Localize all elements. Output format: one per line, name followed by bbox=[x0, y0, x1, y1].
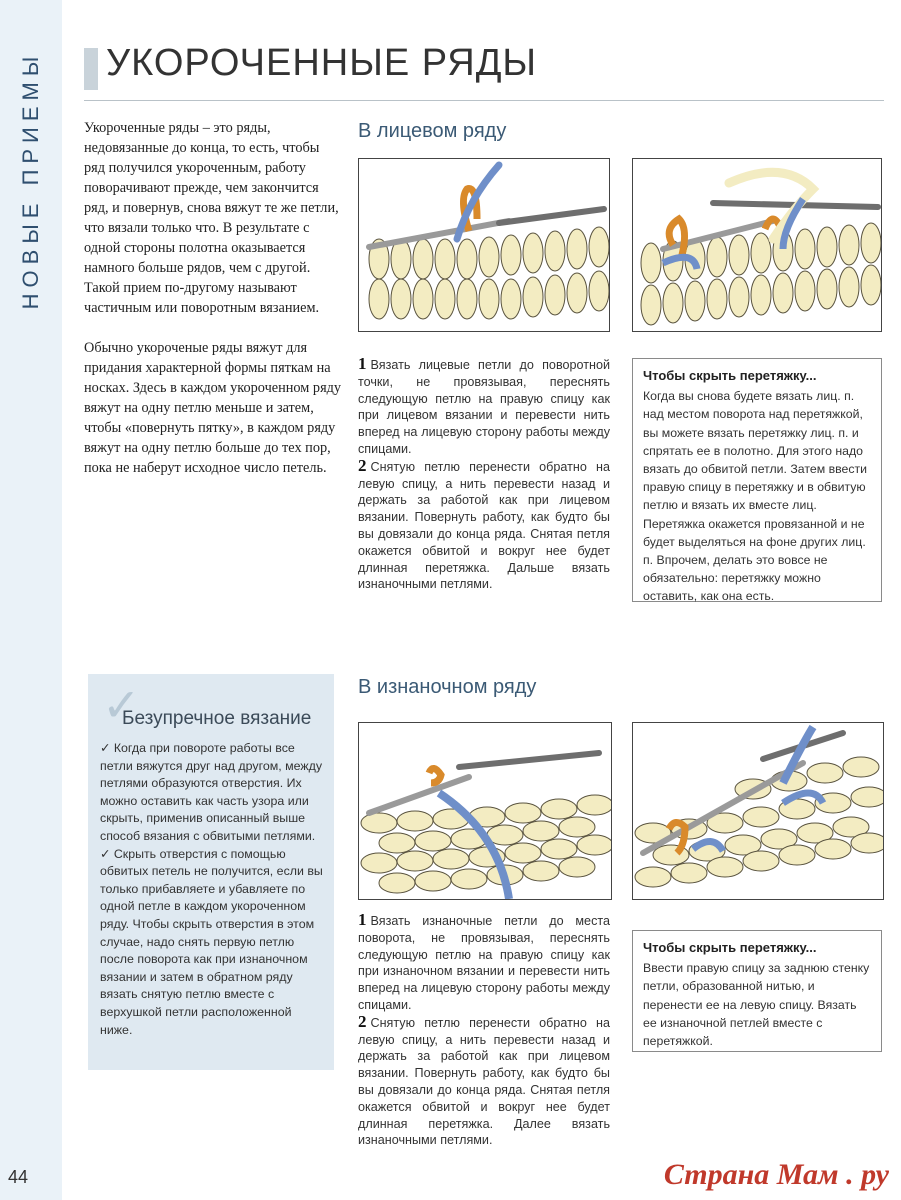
purl-step-1: 1 Вязать изнаночные петли до места поворота, не провязывая, переснять следующую петлю на правую спицу как при изнаночном вязании и перевести нить вперед на лицевую сторону работы между спицами. bbox=[358, 910, 610, 1012]
knit-step-2: 2 Снятую петлю перенести обратно на левую спицу, а нить перевести назад и держать за работой как при лицевом вязании. Повернуть работу, как будто бы вы довязали до конца ряда. Снятая петля окажется обвитой и вокруг нее будет длинная перетяжка. Дальше вязать изнаночными петлями. bbox=[358, 455, 610, 592]
checkmark-icon: ✓ bbox=[102, 679, 141, 731]
knit-steps bbox=[358, 356, 610, 593]
purl-figure-1 bbox=[358, 722, 612, 900]
tips-panel bbox=[88, 674, 334, 1070]
knit-figure-1 bbox=[358, 158, 610, 332]
page-title: УКОРОЧЕННЫЕ РЯДЫ bbox=[106, 42, 538, 84]
panel-title: Безупречное вязание bbox=[122, 708, 312, 729]
purl-tip-text: Ввести правую спицу за заднюю стенку петли, образованной нитью, и перенести ее на левую спицу. Вязать ее изнаночной петлей вместе с перетяжкой. bbox=[643, 961, 870, 1049]
knit-tip-box bbox=[632, 358, 882, 602]
purl-step-2: 2 Снятую петлю перенести обратно на левую спицу, а нить перевести назад и держать за работой как при лицевом вязании. Повернуть работу, как будто бы вы довязали до конца ряда. Снятая петля окажется обвитой и вокруг нее будет длинная перетяжка. Далее вязать изнаночными петлями. bbox=[358, 1011, 610, 1148]
title-accent-bar bbox=[84, 48, 98, 90]
sidebar bbox=[0, 0, 62, 1200]
purl-tip-title: Чтобы скрыть перетяжку... bbox=[643, 940, 817, 955]
knit-figure-2 bbox=[632, 158, 882, 332]
knit-tip-title: Чтобы скрыть перетяжку... bbox=[643, 368, 817, 383]
panel-item-2: ✓ Скрыть отверстия с помощью обвитых петель не получится, если вы только прибавляете и убавляете по одной петле в каждом укороченном ряду. Чтобы скрыть отверстия в этом случае, надо снять первую петлю после поворота как при изнаночном вязании и затем в обратном ряду вязать снятую петлю вместе с верхушкой петли расположенной ниже. bbox=[100, 846, 323, 1037]
title-divider bbox=[84, 100, 884, 101]
purl-section-heading: В изнаночном ряду bbox=[358, 676, 537, 698]
knit-step-1: 1 Вязать лицевые петли до поворотной точки, не провязывая, переснять следующую петлю на правую спицу как при лицевом вязании и перевести нить вперед на лицевую сторону работы между спицами. bbox=[358, 354, 610, 456]
purl-tip-box bbox=[632, 930, 882, 1052]
intro-text bbox=[84, 118, 342, 498]
page-title-block bbox=[84, 40, 884, 100]
panel-item-1: ✓ Когда при повороте работы все петли вяжутся друг над другом, между петлями образуются отверстия. Их можно оставить как часть узора или скрыть, применив описанный выше способ вязания с обвитыми петлями. bbox=[100, 741, 323, 843]
panel-body bbox=[100, 740, 326, 1039]
knit-section-heading: В лицевом ряду bbox=[358, 120, 507, 142]
knit-tip-text: Когда вы снова будете вязать лиц. п. над местом поворота над перетяжкой, вы можете вязать перетяжку лиц. п. и спрятать ее в полотно. Для этого надо вязать до обвитой петли. Затем ввести правую спицу в перетяжку и в обвитую петлю и вязать их вместе лиц. Перетяжка окажется провязанной и не будет выделяться на фоне других лиц. п. Впрочем, делать это вовсе не обязательно: перетяжку можно оставить, как она есть. bbox=[643, 389, 867, 604]
intro-paragraph-2: Обычно укороченые ряды вяжут для придания характерной формы пяткам на носках. Здесь в каждом укороченном ряду вяжут на одну петлю меньше и затем, чтобы «повернуть пятку», в каждом ряду вяжут на одну петлю больше до тех пор, пока не наберут исходное число петель. bbox=[84, 340, 342, 476]
watermark: Страна Мам . ру bbox=[663, 1158, 889, 1191]
purl-steps bbox=[358, 912, 610, 1149]
page-number: 44 bbox=[8, 1167, 29, 1187]
sidebar-section-title: НОВЫЕ ПРИЕМЫ bbox=[18, 50, 43, 310]
intro-paragraph-1: Укороченные ряды – это ряды, недовязанные до конца, то есть, чтобы ряд получился укороченным, работу поворачивают прежде, чем закончится ряд, и повернув, снова вяжут те же петли, что вязали только что. В результате с одной стороны полотна оказывается намного больше рядов, чем с другой. Такой прием по-другому называют частичным или поворотным вязанием. bbox=[84, 120, 339, 316]
purl-figure-2 bbox=[632, 722, 884, 900]
